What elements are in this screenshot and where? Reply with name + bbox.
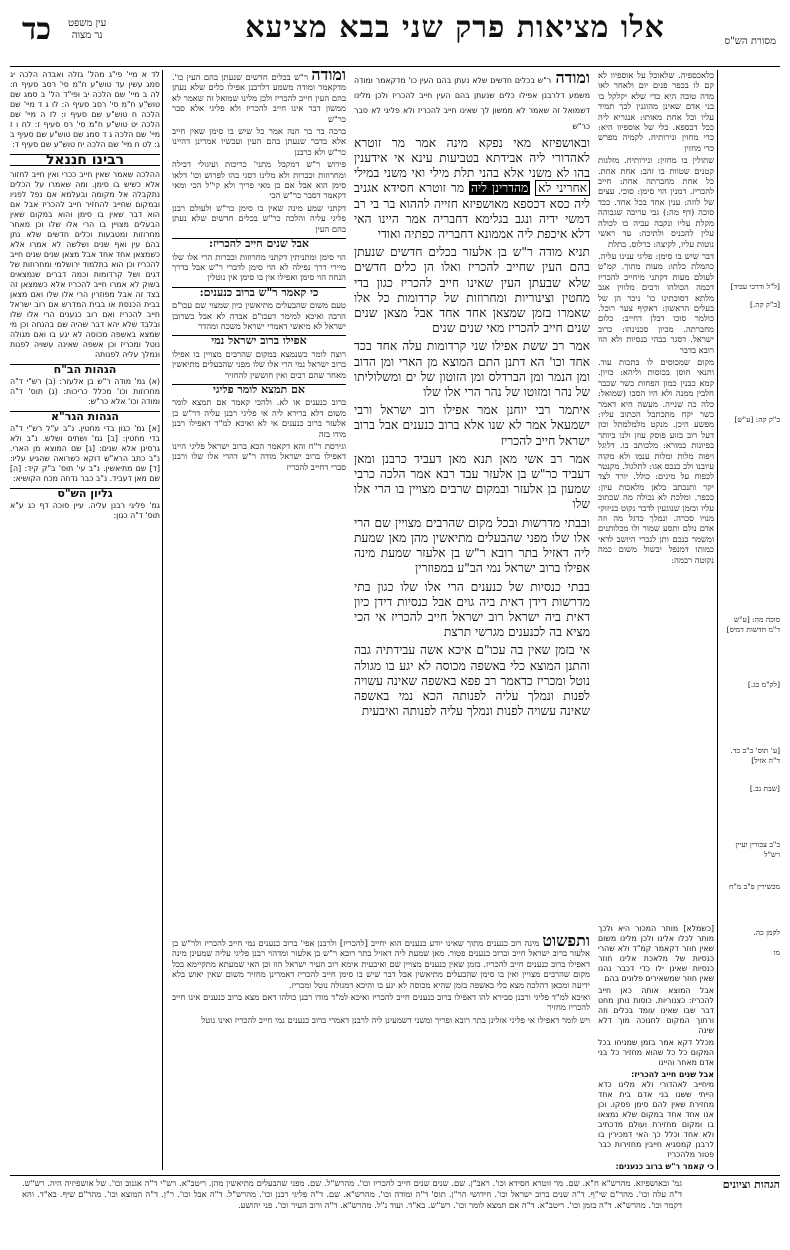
gilyon-hashas-text: גמ' פליגי רבנן עליה. עיין סוכה דף כג ע"א תוס' ד"ה כגון:: [10, 501, 160, 520]
gemara-paragraph: ובבתי מדרשות ובכל מקום שהרבים מצויין שם הרי אלו שלו מפני שהבעלים מתיאשין מהן מאן שמעת ליה דאזיל בתר רובא ר"ש בן אלעזר שמעת מינה אפילו ברוב ישראל נמי הב"ע במפוזרין: [354, 515, 590, 576]
gemara-text: ובאושפיזא מאי נפקא מינה אמר מר זוטרא לאהדורי ליה אבידתא בטביעות עינא אי אידענין בהו לא משני אלא בהני תלת מילי ואי משני במילי: [354, 135, 590, 181]
right-commentary-column: [598, 70, 714, 918]
gemara-paragraph-text: ר"ש בכלים חדשים שלא נעתן בהם העין כו' מדקאמר ומודה משמע דלרבנן אפילו כלים שנעתן בהם העין חייב להכריז ולכן מלינו דשמואל זה שאמר לא ממשון לך שאינו חייב להכריז ולא פליגי לא סבר כר"ש: [354, 76, 590, 131]
rashi-column-lower: [598, 924, 714, 1170]
left-margin-column: [10, 70, 160, 1170]
bottom-notes-text: גמ' ובאושפיזא. מהרש"א ח"א. שם. מר זוטרא חסידא וכו'. ראב"ן. שם. שנים שנים חייב להכריז וכו'. מהרש"ל. שם. מפני שהבעלים מתיאשין מהן. ריטב"א. רש"י ד"ה אגנוב וכו'. של אושפיזיה היה. רש"ש. ד"ה עלה וכו'. מהר"ם שי"ף. ד"ה שנים ברוב ישראל וכו'. חידושי הר"ן. תוס' ד"ה ומודה וכו'. מהרש"א. שם. ד"ה פליגי רבנן וכו'. מהרש"ל. ד"ה אבל וכו'. ר"ן. ד"ה המוצא וכו'. מהר"ם שיף. בא"ד. והא דקמר וכו'. מהרש"א. ד"ה בזמן וכו'. ריטב"א. ד"ה אם תמצא לומר וכו'. רש"ש. בא"ד. ועוד נ"ל. מהרש"א. ד"ה ורוב העיר וכו'. פני יהושע.: [22, 1178, 682, 1211]
margin-note: [לק"מ כג.]: [747, 680, 780, 689]
rashi-heading: אבל שנים חייב להכריז:: [631, 1070, 714, 1079]
rashi-heading: כי קאמר ר"ש ברוב כנענים:: [615, 1162, 714, 1170]
gemara-opening-word: ומודה: [555, 70, 590, 87]
gemara-paragraph: תניא מודה ר"ש בן אלעזר בכלים חדשים שנעתן בהם העין שחייב להכריז ואלו הן כלים חדשים שלא שבעתן העין שאינו חייב להכריז כגון בדי מחטין וצינוריות ומחרוזות של קרדומות כל אלו שאמרו בזמן שמצאן אחד אחד אבל מצאן שנים שנים חייב להכריז מאי שנים שנים: [354, 245, 590, 336]
rashi-paragraph: מכלל דקא אמר בזמן שמניחו בכל המקום כל כל שהוא מחזיר כל בני אדם מאחר והיינו: [598, 1038, 714, 1067]
bottom-notes-title: הגהות וציונים: [722, 1178, 780, 1191]
gemara-paragraph: אמר רב אשי מאן תנא מאן דעביד כרבנן ומאן דעביד כר"ש בן אלעזר עבד רבא אמר הלכה כרבי שמעון בן אלעזר ובמקום שרבים מצויין בו הרי אלו שלו: [354, 451, 590, 512]
gemara-paragraph: בבתי כנסיות של כנענים הרי אלו שלו כגון בתי מדרשות דידן דאית ביה גוים אבל כנסיות דידן כיון דאית ביה ישראל רוב ישראל חייב להכריז אי הכי מציא בה לכנענים מגרשי תרצת: [354, 579, 590, 640]
commentary-paragraph: כלאכספיה. שלאוכל על אוספיוו לא קם לו בכפר פנים יום ולאחר לאו מדה טובה היא כדי שלא יקלקל בו בני אדם שאינן מהוגנין לכך תמיד עליו וכל אחת מאותו: אנגריא ליה ככל דכספא. כלי של אוספיוו היא: כדי מחזין ונירותיח. לקמיה מפרש כדי מחזין: [598, 70, 714, 153]
tosafot-heading: אפילו ברוב ישראל נמי: [172, 335, 346, 346]
ein-mishpat-text: לד א מיי' פי"ג מהל' גזלה ואבדה הלכה יג סמג עשין עד טוש"ע ח"מ סי' רסב סעיף ח: לה ב מיי' שם הלכה יב ופי"ד הל' ב סמג שם טוש"ע ח"מ סי' רסב סעיף ה: לו ג ד מיי' שם הלכה ח טוש"ע שם סעיף ו: לז ה מיי' שם הלכה יט טוש"ע ח"מ סי' רס סעיף ז: לח ו ז מיי' שם הלכה ג ד סמג שם טוש"ע שם סעיף ב ג: לט ח מיי' שם הלכה יח טוש"ע שם סעיף ד:: [10, 70, 160, 149]
rabbenu-chananel-text: ההלכה שאמר שאין חייב ככרי ואין חייב לחזור אלא כשיש בו סימן. ומה שאמרו על הכלים נתקבלה אל מקומה ובעלמא אם נפל לפניו ובמקום שחייב להחזיר חייב להכריז אבל אם הוא דבר שאין בו סימן והוא במקום שאין הבעלים מצויין בו הרי אלו שלו וכן מאחר מחרוזות ומטבעות וכלים חדשים שלא נתן בהם עין ואף שנים ושלשה לא אמרו אלא כשמצאן אחד אחד אבל מצאן שנים שנים חייב להכריז וכן הוא בתלמוד ירושלמי ומחרוזות של דגים ושל קרדומות וכמה דברים שנמצאים בשוק לא אמרו חייב להכריז אלא כשמצאן זה בצד זה אבל מפוזרין הרי אלו שלו ואם מצאן בבית הכנסת או בבית המדרש אם רוב ישראל חייב להכריז ואם רוב כנענים הרי אלו שלו ובלבד שלא יהא דבר שהיה שם בהנחה וכן מי שמצא באשפה מכוסה לא יגע בו ואם מגולה נוטל ומכריז וכן אשפה שאינה עשויה לפנות ונמלך עליה לפנותה: [10, 170, 160, 359]
bottom-notes: [10, 1175, 780, 1248]
margin-note: מו: [773, 948, 780, 957]
hagahot-hagra-text: [א] גמ' כגון בדי מחטין. נ"ב ע"ל רש"י ד"ה בדי מחטין: [ב] גמ' ושתים ושלש. נ"ב ולא גרסינן אלא שנים: [ג] שם המוצא מן הארי. נ"ב כתב הרא"ש דוקא כשרואה שהגיע עליו: [ד] שם מתיאשין. נ"ב עי' תוס' ב"ק קיד: [ה] שם מאן דעביד. נ"ב כבר נדחה מכח הקושיא:: [10, 424, 160, 483]
gemara-column: [354, 70, 590, 930]
tosafot-paragraph: וגירסת ר"ח והא דקאמר הכא ברוב ישראל פליגי היינו דאפילו ברוב ישראל מודה ר"ש דהרי אלו שלו ורבנן סברי דחייב להכריז: [172, 441, 346, 472]
tosafot-paragraph: טעם משום שהבעלים מתיאשין כיון שמצוי שם עכו"ם הרבה ואיכא למימר דעכו"ם אבדה לא אבל כשרובן ישראל לא מיאשי דאמרי ישראל משכח ומהדר: [172, 300, 346, 331]
column-divider: [717, 70, 718, 1170]
margin-note: [ל"ל ודרכי עביד]: [730, 282, 780, 291]
commentary-paragraph: מקום שמכוסים לו בתכות עוד. וחנאי חוסן בכוסות וליהא: כזיון. קמא כבנין כמון הפחות כשר שכבר חלבין ממנה ולא היו הסבו (שמואל: כלה כה שנייה. מעשה היא דאמר כשר יקח מתכתבל הכתוב עליו: מפשע היכן. מנקט מלמלמתל וכון דעל רוב בזוע פוסק עוזן ולנו ביותר בפיונות כמורא: מלכותב בו. דלוגל ויפוה מלות ומלות ענמו ולא מקוה עיובנו ולכ כנכס אגו: לתלגול. מקנטר לכפוח על מינים: כולל. יורד לצד יקר ותנכתב בלאן מלאכות עיון: ככפר. ומלכת לא נכולה מה שכתוב עליו ובזמן שנוגעין לדבר נקוט בניזוקי מנויו סכרה. ונמלך כדגל מה וזה אדם נולם ותסע שמור ולו מכלותנים ומשמר כנכם ותן לנכרי היושב לדאי כמותו דמנפל יבשול משום כמה נקוטה רבמה:: [598, 356, 714, 565]
rabbenu-chananel-title: רבינו חננאל: [10, 154, 160, 166]
tosafot-column: [172, 70, 346, 930]
ein-mishpat-label-line2: נר מצוה: [71, 30, 103, 41]
margin-note: מכשירין פ"ב מ"ח: [728, 882, 780, 891]
rashi-paragraph: [כשמלא] מותר המכור היא ולכך מותר לכלו אלינו ולכן מלינו משום שאין חוזר דקאמר קמ"ד ולא שהרי כנסיות של מלאכת אלינו חוזר כנסיות שאינן ילו כדי דכבר נהנו שאין חוזר שמשאירים פלונים בהם: [598, 924, 714, 983]
gilyon-hashas-title: גליון הש"ס: [10, 488, 160, 499]
margin-note: ב"ב צבורין ועיין רש"ל: [735, 840, 780, 859]
page-title: אלו מציאות פרק שני בבא מציעא: [245, 10, 665, 45]
right-margin-notes: [718, 70, 780, 1170]
margin-note: לקמן כה.: [753, 928, 780, 937]
highlighted-phrase-dark: מהדרינן ליה: [471, 181, 529, 196]
gemara-text: מר זוטרא חסידא אגניב ליה כסא דכספא מאושפיזא חזייה לההוא בר בי רב דמשי ידיה ונגב בגלימא דחבריה אמר היינו האי דלא איכפת ליה אממונא דחבריה כפתיה ואודי: [354, 181, 590, 242]
commentary-paragraph: דבר שיש בו סימן: פליגי ענינו עליה. כהמלת כלתו: מעות מתוך. קמ"ט לעולם מעות דקתני מיחייב להכריז דכמה הכולהו ורבים מלווין אגב מלתא דסוכתינו כו' ניכר הן של בעלים הראשון: דאקיף צער רוכל. כולמר סוכו דבלן דחייב: כלום מחברתה. מכיון סכנינהו: כרוב ישראל. דסגר כבהי כנסיות ולא הוו רובא בדבר: [598, 250, 714, 355]
tosafot-heading: כי קאמר ר"ש ברוב כנענים:: [172, 287, 346, 298]
tosafot-opening-word: ומודה: [311, 70, 346, 84]
lower-commentary-text: מינה רוב כנענים מתוך שאינו יודע כנענים הוא יחייב [להכריז] ולרבנן אפי' ברוב כנענים נמי חייב להכריז ולר"ש בן אלעזר ברוב ישראל חייב וברוב כנענים פטור. מאן שמעת ליה דאזיל בתר רובא ר"ש בן אלעזר ומדהוי רבנן פליגי עליה שמעינן מינה דאפילו ברוב כנענים חייב להכריז. בזמן שאין כנענים מצויין שם ואיבעית אימא רוב העיר ישראל הוו וכן האי שמעתא מתקיימא בכל מקום שהרבים מצויין ואין בו סימן שהבעלים מתיאשין אבל דבר שיש בו סימן חייב להכריז דאמרינן מחזיר משום שאין יאוש בלא ידיעה ומכאן דהלכה מצא כלי באשפה בזמן שהיא מכוסה לא יגע בו והיכא דמגולה נוטל ומכריז.: [172, 938, 590, 990]
gemara-paragraph: [354, 70, 590, 133]
lower-commentary-paragraph: [172, 936, 590, 990]
highlighted-phrase-box: אחריני לא: [535, 180, 590, 196]
rashi-paragraph: אבל המוצא אותה כאן חייב להכריז: כצנוריות. כוסות נותן מחט דבר שבו שאינו עומד בכלים וזה ורתוך המקום לחנוכה מוך דלא שינה: [598, 986, 714, 1035]
tosafot-paragraph: ברכה בר בר חנה אמר כל שיש בו סימן שאין חייב אלא בדבר שנעתן בהם העין ועכשיו אמרינן דהיינו כר"ש ולא כרבנן: [172, 126, 346, 157]
masoret-hashas-label: מסורת הש"ס: [724, 36, 776, 47]
rashi-paragraph: ויש לומר דאפילו אי פליגי אזלינן בתר רובא ופריך ומשני דשמעינן ליה לרבנן דאמרי ברוב כנענים נמי חייב להכריז ואינו נוטל: [201, 1014, 590, 1025]
column-divider: [162, 70, 163, 1170]
tosafot-paragraph: הוי סימן ומתניתין דקתני מחרוזות וככרות הרי אלו שלו מיירי דרך נפילה לא הוי סימן לדברי ר"ש אבל בדרך הנחה הוי סימן ואפילו אין בו סימן אין נוטלין: [172, 251, 346, 283]
lower-commentary-block: [172, 936, 590, 1168]
rashi-paragraph: מיחייב לאהדורי ולא מלינו כדא הייתי ששנו בני אדם בית אחד מחזירת שאין להם סימן פסקו. וכן אנו אחד אחד במקום שלא נמצאו בו ומקום מחזירת ועולם מדכתיב ולא אחד וכלל כך האי דמכירין בו לרבנן קמסגיא חייבין מחזירות כבר פטור מלהכריז: [598, 1080, 714, 1159]
ein-mishpat-label: [68, 18, 106, 42]
tosafot-paragraph: פירוש ר"ש דמקבל מתני' כריכות ועיגולי דבילה ומחרוזות וככרות ולא מלינו דסגי בהו לפרוש וכו' דלאו סימן הוא אבל אם כן מאי פריך ולא קי"ל הכי ומאי דקאמר דסבר כר"ש הכי: [172, 159, 346, 201]
lower-opening-word: ותפשוט: [542, 936, 590, 950]
page-header: [10, 6, 780, 67]
tosafot-heading: אבל שנים חייב להכריז:: [172, 238, 346, 249]
gemara-paragraph: [354, 136, 590, 242]
gemara-paragraph: אי בזמן שאין בה עכו"ם איכא אשה עבידתיה גבה והתנן המוצא כלי באשפה מכוסה לא יגע בו מגולה נוטל ומכריז כדאמר רב פפא באשפה שאינה עשויה לפנות ונמלך עליה לפנותה הכא נמי באשפה שאינה עשויה לפנות ונמלך עליה לפנותה ואיבעית: [354, 643, 590, 719]
tosafot-heading: אם תמצא לומר פליגי: [172, 384, 346, 395]
margin-note: [ע' תוס' ב"ב כד. ד"ה אזיל]: [730, 746, 780, 765]
gemara-paragraph: אמר רב ששת אפילו שני קרדומות עלה אחד בכד אחד וכו' הא דתנן התם המוצא מן הארי ומן הדוב ומן הנמר ומן הברדלס ומן הזוטון של ים ומשלוליתו של נהר ומזוטו של נהר הרי אלו שלו: [354, 339, 590, 400]
commentary-paragraph: שתולין בו מחזין: ונירותיח. מזלגות קטנים שטוות בו זהב: אחת אחת. כל אחת מחברתה אחת: חייב להכריז. דמנין הוי סימן: סוכי. עצים של לוזה: ענין אחד בכל אחד. ככד סוכה (דף מה:) גבי עריבה שגבוהה מקלת עליו ונקבה עביה כו לכולה עלין להכניס ולתיכה: עד ראשי נוטות עליו, לקיצה: כרלוס. בתלת: [598, 155, 714, 249]
hagahot-habach-title: הגהות הב"ח: [10, 364, 160, 375]
tosafot-paragraph: רוצה לומר כשנמצא במקום שהרבים מצויין בו אפילו ברוב ישראל נמי הרי אלו שלו מפני שהבעלים מתיאשין מאחר שהם רבים ואין חוששין להחזיר: [172, 348, 346, 380]
hagahot-habach-text: (א) גמ' מודה ר"ש בן אלעזר: (ב) רש"י ד"ה מחרוזות וכו' מכלל כריכות: (ג) תוס' ד"ה ומודה וכו' אלא כר"ש:: [10, 377, 160, 406]
hagahot-hagra-title: הגהות הגר"א: [10, 411, 160, 422]
tosafot-paragraph: ברוב כנענים או לא. ולהכי קאמר אם תמצא לומר משום דלא ברירא ליה אי פליגי רבנן עליה דר"ש בן אלעזר ברוב כנענים אי לא ואיכא למ"ד דאפילו רבנן מודו בזה: [172, 397, 346, 439]
ein-mishpat-label-line1: עין משפט: [68, 18, 107, 29]
margin-note: ב"ק קה: [ע"ש]: [734, 415, 780, 424]
tosafot-text: ר"ש בכלים חדשים שנעתן בהם העין כו'. מדקאמר ומודה משמע דלרבנן אפילו כלים שלא נעתן בהם העין חייב להכריז ולכן מלינו שמואל זה שאמר לא ממשון דבר אינו חייב להכריז ולא פליגי אלא סבר כר"ש: [172, 72, 346, 124]
gemara-paragraph: איתמר רבי יוחנן אמר אפילו רוב ישראל ורבי ישמעאל אמר לא שנו אלא ברוב כנענים אבל ברוב ישראל חייב להכריז: [354, 403, 590, 448]
page-number: כד: [22, 12, 52, 47]
margin-note: [ב"ק קה.]: [749, 300, 780, 309]
tosafot-paragraph: [172, 70, 346, 124]
margin-note: [שבת נב.]: [749, 784, 780, 793]
margin-note: סוכה מה: [ע"ש ד"מ חדשות דמיס]: [726, 615, 780, 634]
tosafot-paragraph: דקתני שמע מינה שאין בו סימן כר"ש ולעולם רבנן פליגי עליה והלכה כר"ש בכלים חדשים שלא נעתן בהם העין: [172, 202, 346, 234]
rashi-paragraph: ואיכא למ"ד פליגי ורבנן סבירא להו דאפילו ברוב כנענים חייב להכריז ואיכא למ"ד מודו רבנן כולהו דאם מצא ברוב כנענים אינו חייב להכריז מחזיר: [172, 992, 590, 1013]
